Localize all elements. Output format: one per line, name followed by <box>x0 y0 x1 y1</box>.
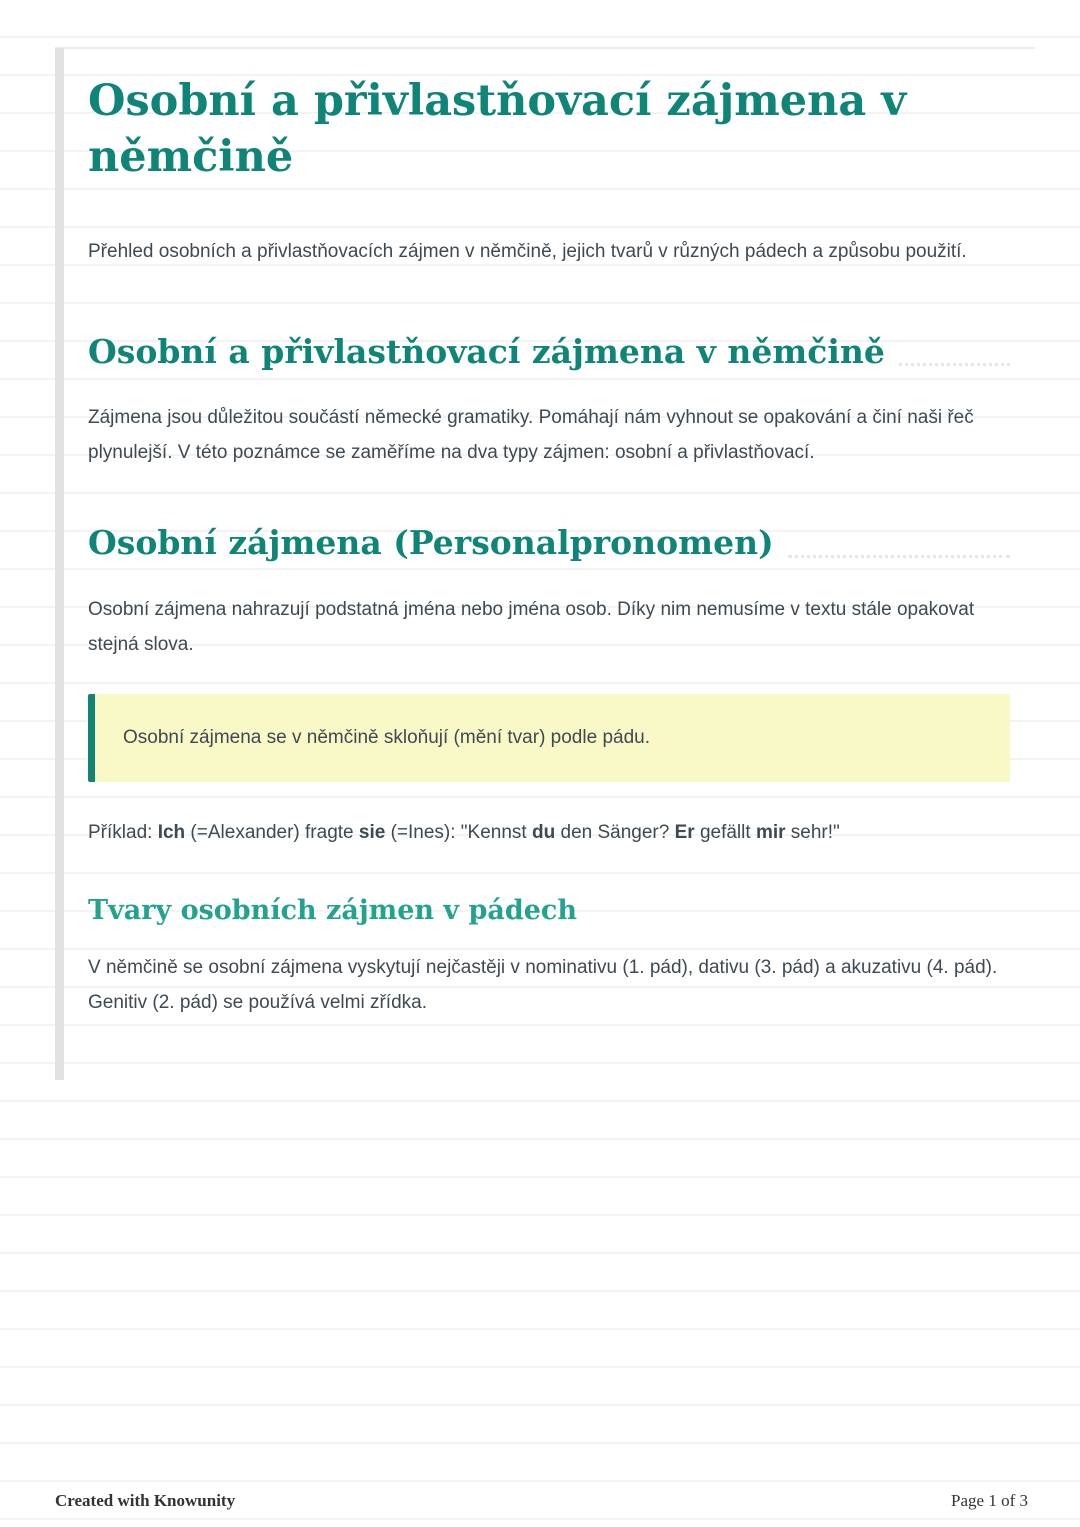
example-text: den Sänger? <box>555 822 675 844</box>
page-title: Osobní a přivlastňovací zájmena v němčině <box>88 76 907 182</box>
page-footer <box>55 1491 1028 1511</box>
example-text: Příklad: <box>88 822 158 844</box>
example-text: gefällt <box>694 822 756 844</box>
example-text: (=Alexander) fragte <box>185 822 359 844</box>
footer-branding: Created with Knowunity <box>55 1491 236 1510</box>
footer-page-number: Page 1 of 3 <box>951 1491 1028 1510</box>
example-bold-word: du <box>532 822 556 844</box>
section-overview-paragraph: Zájmena jsou důležitou součástí německé gramatiky. Pomáhají nám vyhnout se opakování a činí naši řeč plynulejší. V této poznámce se zaměříme na dva typy zájmen: osobní a přivlastňovací. <box>88 407 974 464</box>
example-text: (=Ines): "Kennst <box>385 822 532 844</box>
left-margin-bar <box>55 48 64 1080</box>
example-bold-word: Er <box>674 822 695 844</box>
section-heading-personal-pronouns-text: Osobní zájmena (Personalpronomen) <box>88 523 774 563</box>
example-bold-word: mir <box>755 822 786 844</box>
document-content <box>88 0 1010 1020</box>
highlight-callout-text: Osobní zájmena se v němčině skloňují (mění tvar) podle pádu. <box>123 726 650 748</box>
subsection-heading-case-forms: Tvary osobních zájmen v pádech <box>88 894 578 926</box>
highlight-callout <box>88 694 1010 783</box>
example-bold-word: Ich <box>157 822 186 844</box>
section-heading-overview <box>88 331 1010 372</box>
example-bold-word: sie <box>358 822 386 844</box>
section-heading-personal-pronouns <box>88 522 1010 563</box>
example-paragraph <box>88 816 1010 850</box>
example-text: sehr!" <box>785 822 840 844</box>
intro-paragraph: Přehled osobních a přivlastňovacích zájmen v němčině, jejich tvarů v různých pádech a způsobu použití. <box>88 240 967 262</box>
personal-pronouns-paragraph: Osobní zájmena nahrazují podstatná jména nebo jména osob. Díky nim nemusíme v textu stále opakovat stejná slova. <box>88 598 975 655</box>
case-forms-paragraph: V němčině se osobní zájmena vyskytují nejčastěji v nominativu (1. pád), dativu (3. pád) a akuzativu (4. pád). Genitiv (2. pád) se používá velmi zřídka. <box>88 956 998 1013</box>
section-heading-overview-text: Osobní a přivlastňovací zájmena v němčině <box>88 331 885 371</box>
